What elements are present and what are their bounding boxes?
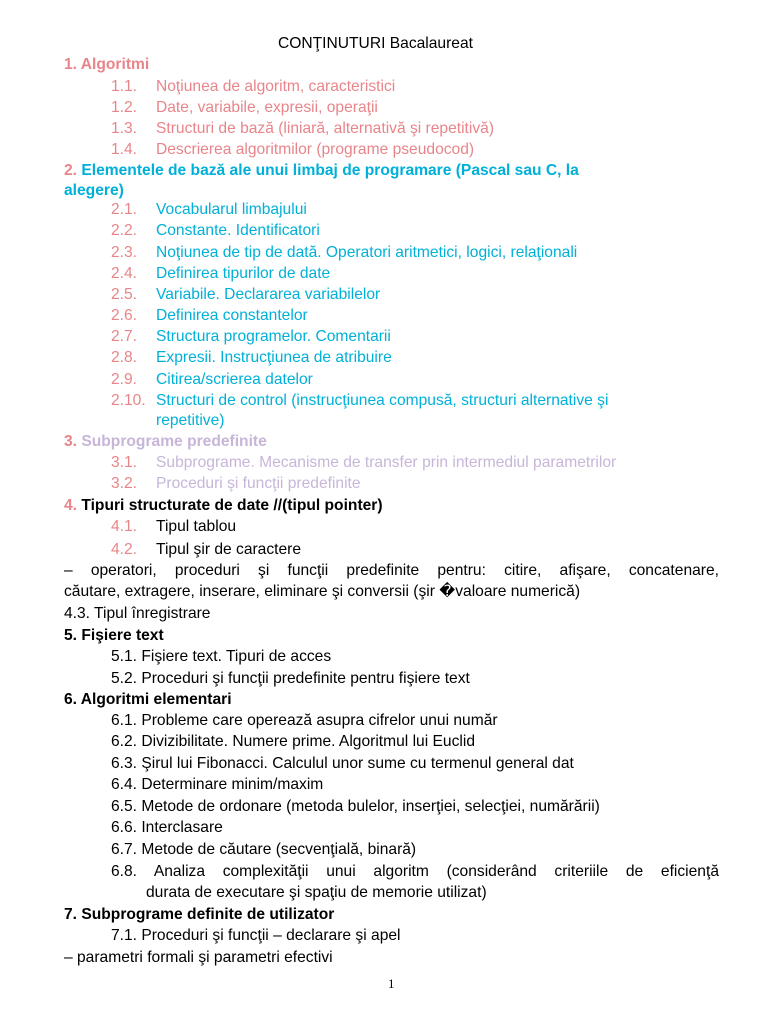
item-4-1-number: 4.1. [111, 518, 138, 535]
item-1-3-number: 1.3. [111, 120, 138, 137]
parameters-paragraph: – parametri formali şi parametri efectivi [64, 949, 333, 966]
item-2-3-text: Noţiunea de tip de dată. Operatori aritmetici, logici, relaţionali [156, 244, 578, 261]
section-5-heading: 5. Fişiere text [64, 627, 164, 644]
item-6-7: 6.7. Metode de căutare (secvenţială, binară) [111, 841, 417, 858]
section-2-title-continued: alegere) [64, 182, 124, 199]
section-1-number: 1. [64, 56, 78, 73]
item-2-7-number: 2.7. [111, 328, 138, 345]
section-2-heading [64, 161, 579, 181]
section-3-number: 3. [64, 433, 78, 450]
item-2-10-number: 2.10. [111, 392, 146, 409]
item-4-2-number: 4.2. [111, 541, 138, 558]
item-1-1-number: 1.1. [111, 78, 138, 95]
section-3-title: Subprograme predefinite [81, 433, 267, 450]
item-2-1-number: 2.1. [111, 201, 138, 218]
item-5-2: 5.2. Proceduri şi funcţii predefinite pentru fişiere text [111, 670, 470, 687]
item-5-1: 5.1. Fişiere text. Tipuri de acces [111, 648, 332, 665]
item-2-8-text: Expresii. Instrucţiunea de atribuire [156, 349, 392, 366]
item-2-7-text: Structura programelor. Comentarii [156, 328, 391, 345]
item-2-5-number: 2.5. [111, 286, 138, 303]
item-1-1-text: Noţiunea de algoritm, caracteristici [156, 78, 396, 95]
item-3-1-text: Subprograme. Mecanisme de transfer prin intermediul parametrilor [156, 454, 617, 471]
item-2-10-text: Structuri de control (instrucţiunea compusă, structuri alternative şi [156, 392, 609, 409]
item-6-2: 6.2. Divizibilitate. Numere prime. Algoritmul lui Euclid [111, 733, 475, 750]
item-6-5: 6.5. Metode de ordonare (metoda bulelor, inserţiei, selecţiei, numărării) [111, 798, 600, 815]
item-6-4: 6.4. Determinare minim/maxim [111, 776, 324, 793]
section-6-heading: 6. Algoritmi elementari [64, 691, 232, 708]
page-number: 1 [388, 976, 395, 991]
section-3-heading [64, 432, 267, 452]
string-operations-paragraph-line-2: căutare, extragere, inserare, eliminare şi conversii (şir �valoare numerică) [64, 583, 581, 600]
item-6-8-line-2: durata de executare şi spaţiu de memorie utilizat) [146, 884, 487, 901]
item-3-2-number: 3.2. [111, 475, 138, 492]
item-2-8-number: 2.8. [111, 349, 138, 366]
item-2-2-text: Constante. Identificatori [156, 222, 320, 239]
item-4-3: 4.3. Tipul înregistrare [64, 605, 211, 622]
section-4-number: 4. [64, 497, 78, 514]
section-4-title: Tipuri structurate de date //(tipul pointer) [81, 497, 383, 514]
item-3-2-text: Proceduri şi funcţii predefinite [156, 475, 361, 492]
item-7-1: 7.1. Proceduri şi funcţii – declarare şi apel [111, 927, 401, 944]
item-6-3: 6.3. Şirul lui Fibonacci. Calculul unor sume cu termenul general dat [111, 755, 574, 772]
item-2-5-text: Variabile. Declararea variabilelor [156, 286, 381, 303]
section-1-heading [64, 55, 149, 75]
item-6-8-line-1: 6.8. Analiza complexităţii unui algoritm (considerând criteriile de eficienţă [111, 863, 719, 880]
item-2-4-text: Definirea tipurilor de date [156, 265, 331, 282]
string-operations-paragraph-line-1: – operatori, proceduri şi funcţii predefinite pentru: citire, afişare, concatenare, [64, 562, 719, 579]
item-1-4-number: 1.4. [111, 141, 138, 158]
item-6-1: 6.1. Probleme care operează asupra cifrelor unui număr [111, 712, 498, 729]
item-1-2-number: 1.2. [111, 99, 138, 116]
item-2-2-number: 2.2. [111, 222, 138, 239]
item-2-3-number: 2.3. [111, 244, 138, 261]
item-2-6-number: 2.6. [111, 307, 138, 324]
item-1-3-text: Structuri de bază (liniară, alternativă şi repetitivă) [156, 120, 495, 137]
section-7-heading: 7. Subprograme definite de utilizator [64, 906, 335, 923]
item-2-4-number: 2.4. [111, 265, 138, 282]
section-1-title: Algoritmi [80, 56, 150, 73]
item-2-9-number: 2.9. [111, 371, 138, 388]
item-2-9-text: Citirea/scrierea datelor [156, 371, 313, 388]
item-6-6: 6.6. Interclasare [111, 819, 223, 836]
item-2-1-text: Vocabularul limbajului [156, 201, 307, 218]
item-4-2-text: Tipul şir de caractere [156, 541, 302, 558]
item-1-4-text: Descrierea algoritmilor (programe pseudocod) [156, 141, 475, 158]
section-2-number: 2. [64, 162, 78, 179]
section-2-title: Elementele de bază ale unui limbaj de programare (Pascal sau C, la [81, 162, 579, 179]
item-2-6-text: Definirea constantelor [156, 307, 308, 324]
section-4-heading [64, 496, 383, 516]
item-4-1-text: Tipul tablou [156, 518, 237, 535]
item-2-10-text-continued: repetitive) [156, 412, 225, 429]
item-3-1-number: 3.1. [111, 454, 138, 471]
item-1-2-text: Date, variabile, expresii, operaţii [156, 99, 378, 116]
page-title: CONŢINUTURI Bacalaureat [278, 35, 473, 52]
